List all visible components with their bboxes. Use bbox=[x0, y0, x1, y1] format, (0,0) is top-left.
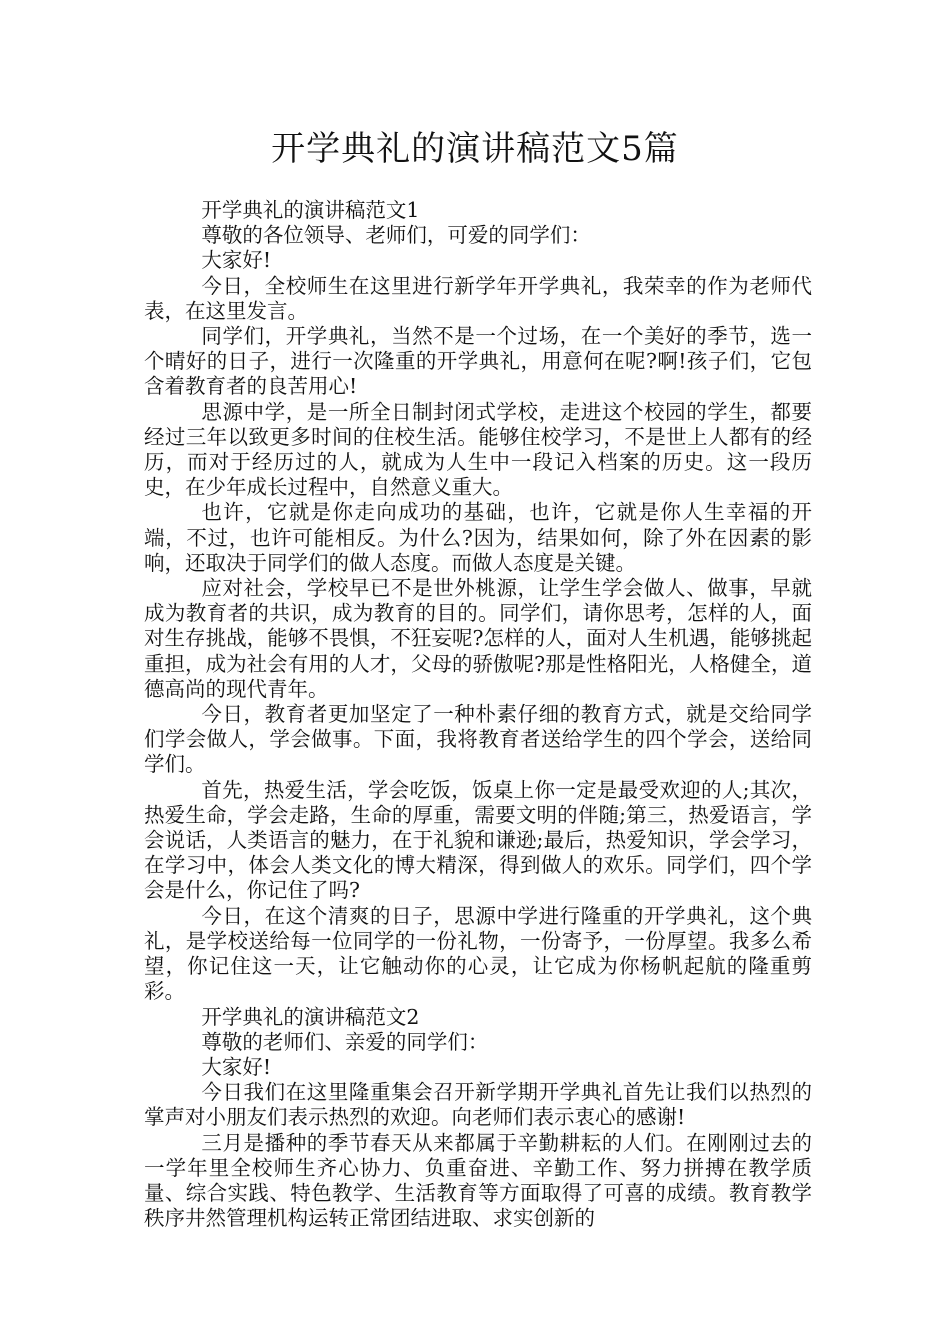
paragraph-greeting-2: 大家好! bbox=[201, 1054, 272, 1079]
paragraph: 三月是播种的季节春天从来都属于辛勤耕耘的人们。在刚刚过去的一学年里全校师生齐心协力、负重奋进、辛勤工作、努力拼搏在教学质量、综合实践、特色教学、生活教育等方面取得了可喜的成绩。教育教学秩序井然管理机构运转正常团结进取、求实创新的 bbox=[144, 1130, 812, 1231]
document-title: 开学典礼的演讲稿范文5篇 bbox=[271, 129, 679, 169]
paragraph-heading-1: 开学典礼的演讲稿范文1 bbox=[201, 198, 420, 222]
paragraph-salutation-2: 尊敬的老师们、亲爱的同学们： bbox=[201, 1029, 489, 1054]
paragraph: 首先，热爱生活，学会吃饭，饭桌上你一定是最受欢迎的人;其次，热爱生命，学会走路，生命的厚重，需要文明的伴随;第三，热爱语言，学会说话，人类语言的魅力，在于礼貌和谦逊;最后，热爱知识，学会学习，在学习中，体会人类文化的博大精深，得到做人的欢乐。同学们，四个学会是什么，你记住了吗? bbox=[144, 777, 812, 903]
paragraph: 今日，在这个清爽的日子，思源中学进行隆重的开学典礼，这个典礼，是学校送给每一位同学的一份礼物，一份寄予，一份厚望。我多么希望，你记住这一天，让它触动你的心灵，让它成为你杨帆起航的隆重剪彩。 bbox=[144, 903, 812, 1004]
paragraph-heading-2: 开学典礼的演讲稿范文2 bbox=[201, 1004, 420, 1029]
paragraph-salutation-1: 尊敬的各位领导、老师们，可爱的同学们： bbox=[201, 223, 591, 248]
paragraph: 同学们，开学典礼，当然不是一个过场，在一个美好的季节，选一个晴好的日子，进行一次隆重的开学典礼，用意何在呢?啊!孩子们，它包含着教育者的良苦用心! bbox=[144, 324, 812, 399]
paragraph: 思源中学，是一所全日制封闭式学校，走进这个校园的学生，都要经过三年以致更多时间的住校生活。能够住校学习，不是世上人都有的经历，而对于经历过的人，就成为人生中一段记入档案的历史。这一段历史，在少年成长过程中，自然意义重大。 bbox=[144, 399, 812, 500]
paragraph: 应对社会，学校早已不是世外桃源，让学生学会做人、做事，早就成为教育者的共识，成为教育的目的。同学们，请你思考，怎样的人，面对生存挑战，能够不畏惧，不狂妄呢?怎样的人，面对人生机遇，能够挑起重担，成为社会有用的人才，父母的骄傲呢?那是性格阳光，人格健全，道德高尚的现代青年。 bbox=[144, 576, 812, 701]
document-body bbox=[144, 198, 812, 1231]
paragraph: 今日，教育者更加坚定了一种朴素仔细的教育方式，就是交给同学们学会做人，学会做事。下面，我将教育者送给学生的四个学会，送给同学们。 bbox=[144, 702, 812, 777]
paragraph: 今日我们在这里隆重集会召开新学期开学典礼首先让我们以热烈的掌声对小朋友们表示热烈的欢迎。向老师们表示衷心的感谢! bbox=[144, 1080, 812, 1130]
paragraph-greeting-1: 大家好! bbox=[201, 248, 272, 273]
paragraph: 也许，它就是你走向成功的基础，也许，它就是你人生幸福的开端，不过，也许可能相反。为什么?因为，结果如何，除了外在因素的影响，还取决于同学们的做人态度。而做人态度是关键。 bbox=[144, 500, 812, 575]
paragraph: 今日，全校师生在这里进行新学年开学典礼，我荣幸的作为老师代表，在这里发言。 bbox=[144, 273, 812, 323]
